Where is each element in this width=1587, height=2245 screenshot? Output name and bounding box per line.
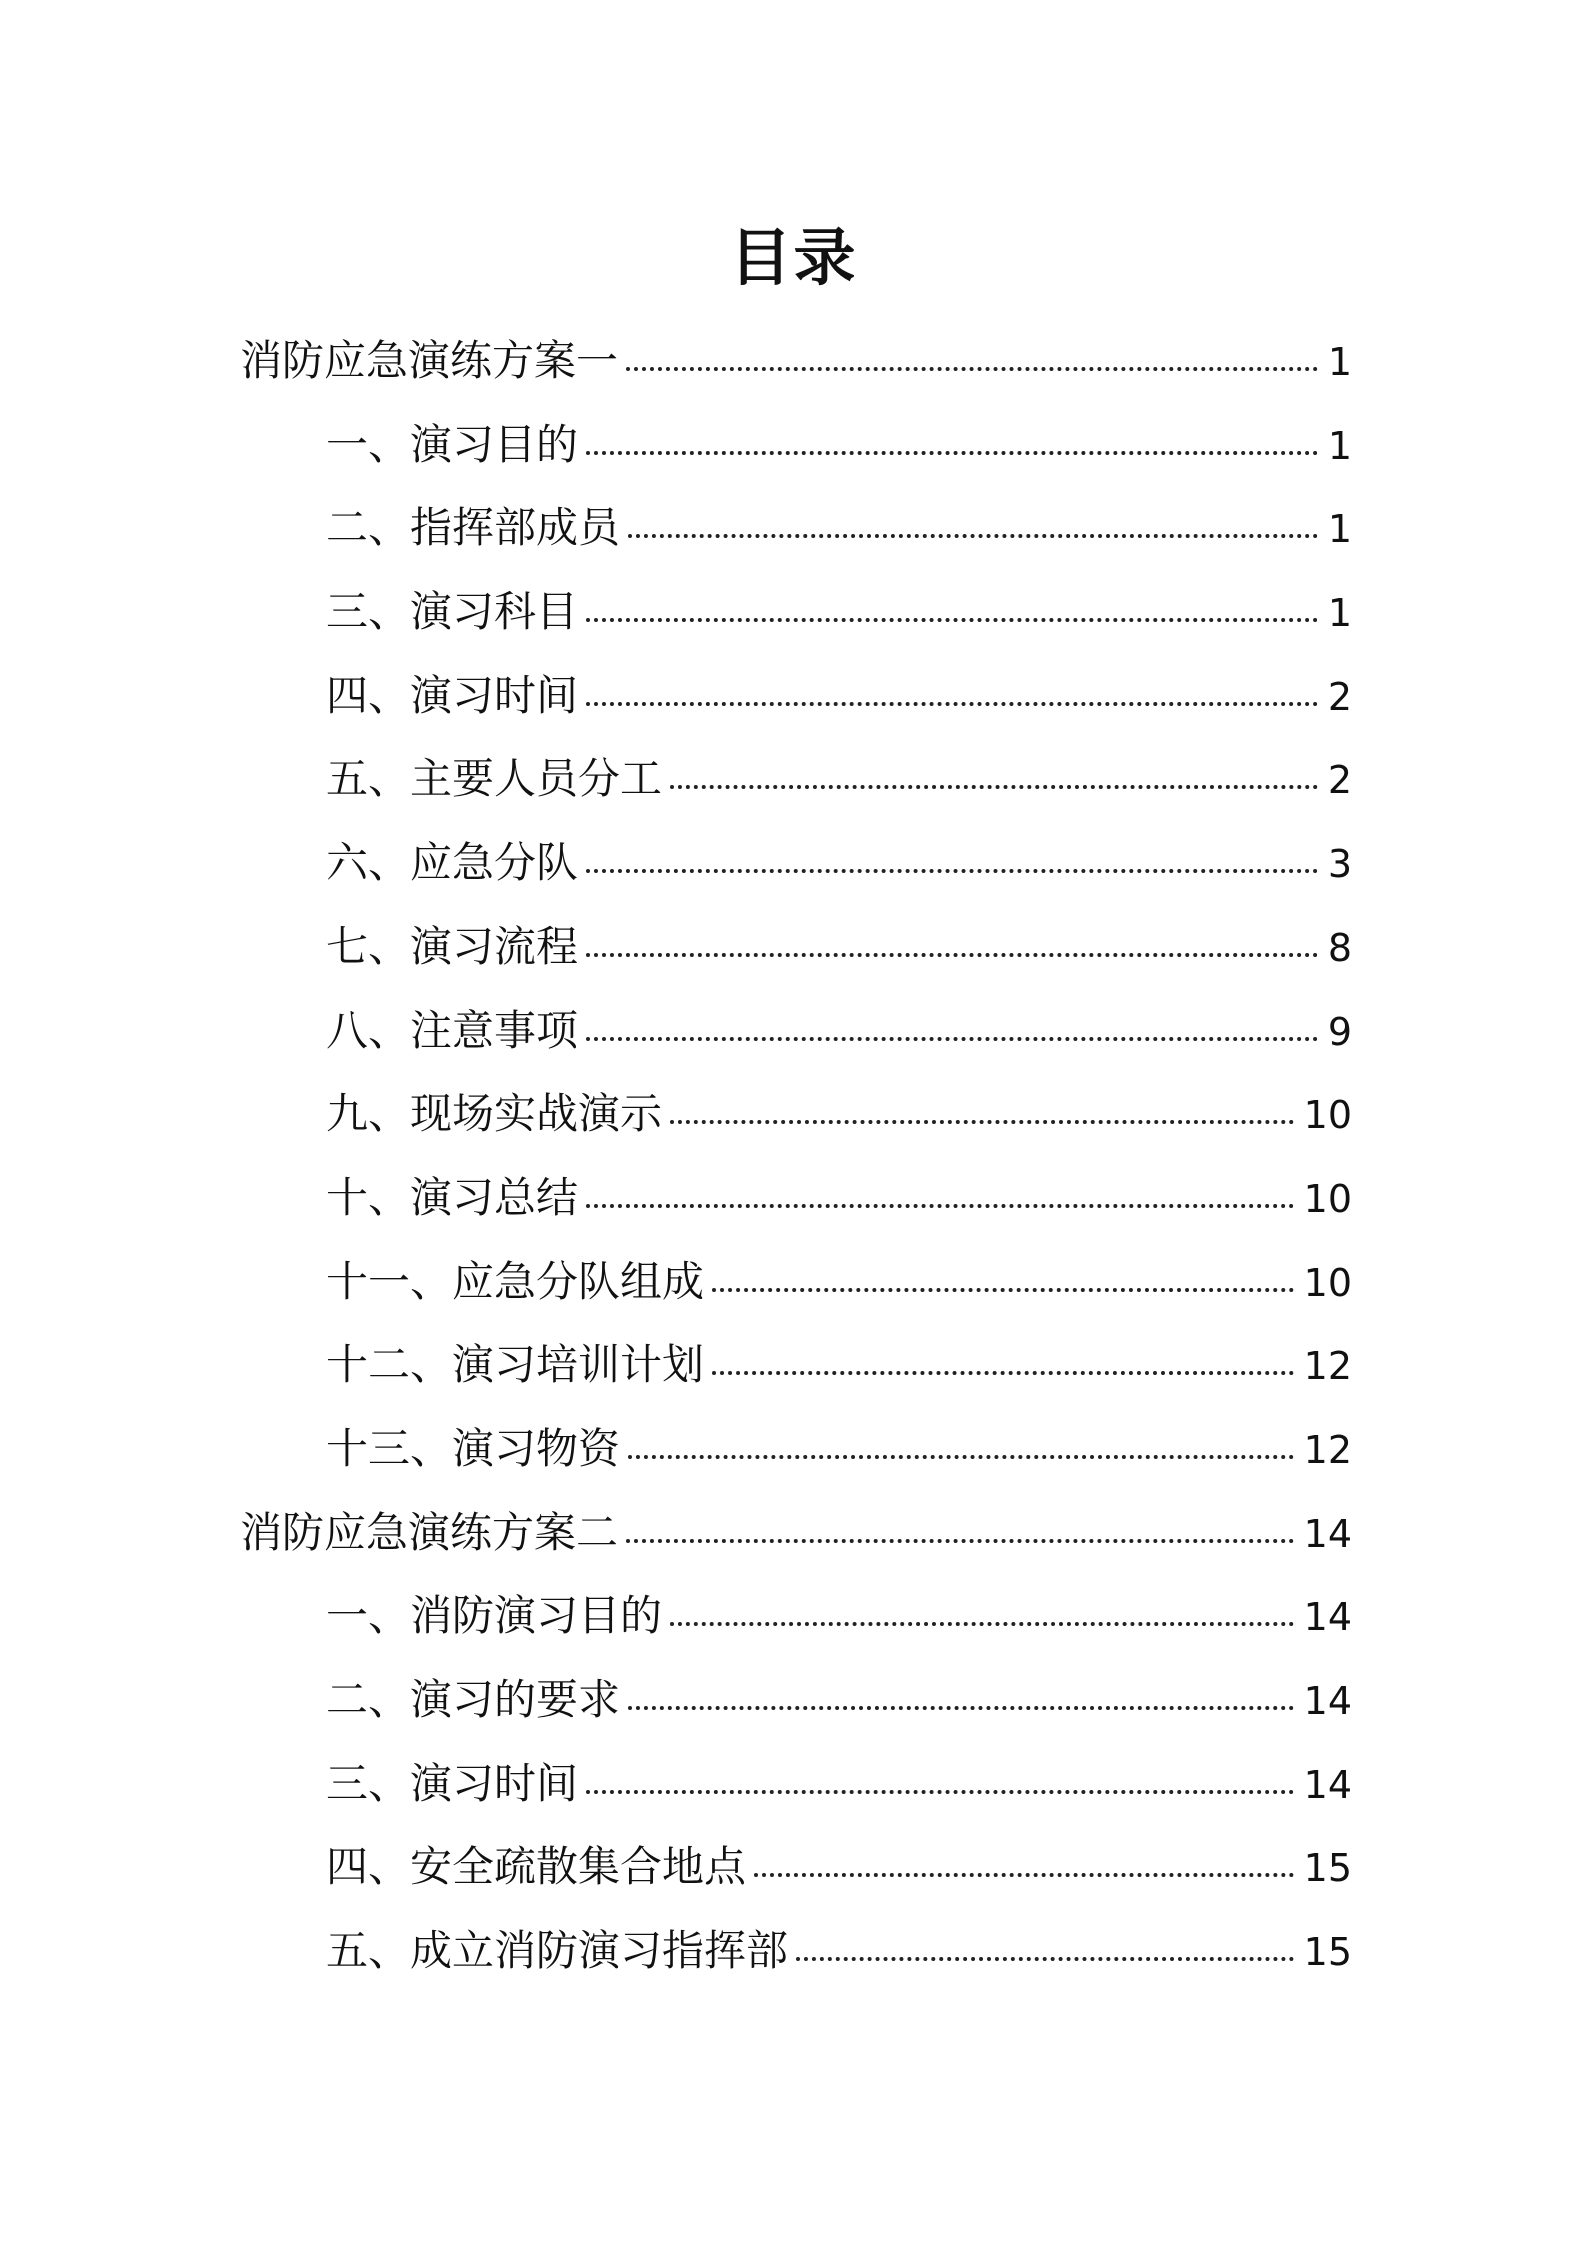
dot-leader — [754, 1873, 1294, 1877]
toc-entry[interactable] — [240, 996, 1352, 1080]
toc-entry-page: 12 — [1303, 1427, 1352, 1472]
dot-leader — [586, 702, 1318, 706]
toc-entry-page: 1 — [1327, 591, 1352, 636]
toc-entry-title: 五、主要人员分工 — [326, 754, 663, 804]
toc-entry-title: 一、演习目的 — [326, 419, 579, 469]
toc-entry-title: 消防应急演练方案二 — [240, 1507, 619, 1557]
toc-entry[interactable] — [240, 326, 1352, 410]
toc-entry[interactable] — [240, 1247, 1352, 1331]
dot-leader — [586, 618, 1318, 622]
dot-leader — [586, 1790, 1294, 1794]
toc-entry-page: 10 — [1303, 1260, 1352, 1305]
toc-entry[interactable] — [240, 1916, 1352, 2000]
toc-entry-title: 十三、演习物资 — [326, 1423, 621, 1473]
dot-leader — [586, 953, 1318, 957]
toc-title: 目录 — [729, 221, 858, 294]
toc-entry-title: 八、注意事项 — [326, 1005, 579, 1055]
toc-entry[interactable] — [240, 410, 1352, 494]
toc-entry-page: 2 — [1327, 758, 1352, 803]
toc-entry[interactable] — [240, 661, 1352, 745]
toc-entry-title: 二、演习的要求 — [326, 1675, 621, 1724]
toc-entry-title: 六、应急分队 — [326, 838, 579, 888]
toc-entry-page: 14 — [1303, 1762, 1352, 1807]
toc-entry[interactable] — [240, 1163, 1352, 1247]
dot-leader — [586, 451, 1318, 455]
toc-entry[interactable] — [240, 1498, 1352, 1582]
toc-entry-title: 九、现场实战演示 — [326, 1089, 663, 1139]
toc-entry-page: 3 — [1327, 842, 1352, 887]
dot-leader — [670, 1622, 1294, 1626]
toc-list — [240, 326, 1352, 2000]
toc-entry-title: 四、演习时间 — [326, 670, 579, 720]
toc-entry-page: 10 — [1303, 1093, 1352, 1138]
toc-entry[interactable] — [240, 1665, 1352, 1749]
dot-leader — [586, 869, 1318, 873]
dot-leader — [628, 1706, 1294, 1710]
dot-leader — [586, 1204, 1294, 1208]
toc-entry[interactable] — [240, 912, 1352, 996]
toc-entry-title: 消防应急演练方案一 — [240, 336, 619, 385]
toc-entry[interactable] — [240, 1581, 1352, 1665]
dot-leader — [626, 1539, 1294, 1543]
toc-entry-page: 9 — [1327, 1009, 1352, 1054]
dot-leader — [628, 534, 1318, 538]
toc-entry-page: 10 — [1303, 1176, 1352, 1221]
toc-entry-page: 12 — [1303, 1344, 1352, 1389]
toc-entry[interactable] — [240, 828, 1352, 912]
toc-entry[interactable] — [240, 1749, 1352, 1833]
toc-entry[interactable] — [240, 744, 1352, 828]
dot-leader — [670, 1120, 1294, 1124]
toc-entry-title: 三、演习科目 — [326, 587, 579, 637]
toc-entry-page: 2 — [1327, 674, 1352, 719]
dot-leader — [796, 1957, 1294, 1961]
dot-leader — [712, 1371, 1294, 1375]
toc-entry-page: 14 — [1303, 1595, 1352, 1640]
toc-entry-title: 十、演习总结 — [326, 1172, 579, 1222]
toc-entry-page: 8 — [1327, 925, 1352, 970]
toc-entry-page: 15 — [1303, 1930, 1352, 1975]
toc-entry-title: 五、成立消防演习指挥部 — [326, 1926, 789, 1976]
dot-leader — [626, 367, 1318, 371]
toc-entry-page: 14 — [1303, 1679, 1352, 1723]
dot-leader — [712, 1288, 1294, 1292]
toc-entry[interactable] — [240, 1414, 1352, 1498]
toc-entry-title: 七、演习流程 — [326, 921, 579, 971]
toc-entry-page: 1 — [1327, 423, 1352, 468]
toc-entry-page: 14 — [1303, 1511, 1352, 1556]
toc-entry[interactable] — [240, 577, 1352, 661]
toc-entry[interactable] — [240, 1330, 1352, 1414]
toc-entry-title: 四、安全疏散集合地点 — [326, 1842, 747, 1892]
dot-leader — [670, 785, 1318, 789]
toc-entry[interactable] — [240, 1832, 1352, 1916]
toc-entry[interactable] — [240, 1079, 1352, 1163]
toc-entry[interactable] — [240, 493, 1352, 577]
toc-entry-title: 二、指挥部成员 — [326, 503, 621, 553]
dot-leader — [628, 1455, 1294, 1459]
toc-entry-page: 15 — [1303, 1846, 1352, 1891]
toc-entry-page: 1 — [1327, 340, 1352, 384]
toc-entry-title: 十二、演习培训计划 — [326, 1340, 705, 1390]
toc-entry-page: 1 — [1327, 507, 1352, 552]
dot-leader — [586, 1037, 1318, 1041]
toc-entry-title: 十一、应急分队组成 — [326, 1256, 705, 1306]
toc-entry-title: 一、消防演习目的 — [326, 1591, 663, 1641]
toc-entry-title: 三、演习时间 — [326, 1758, 579, 1808]
